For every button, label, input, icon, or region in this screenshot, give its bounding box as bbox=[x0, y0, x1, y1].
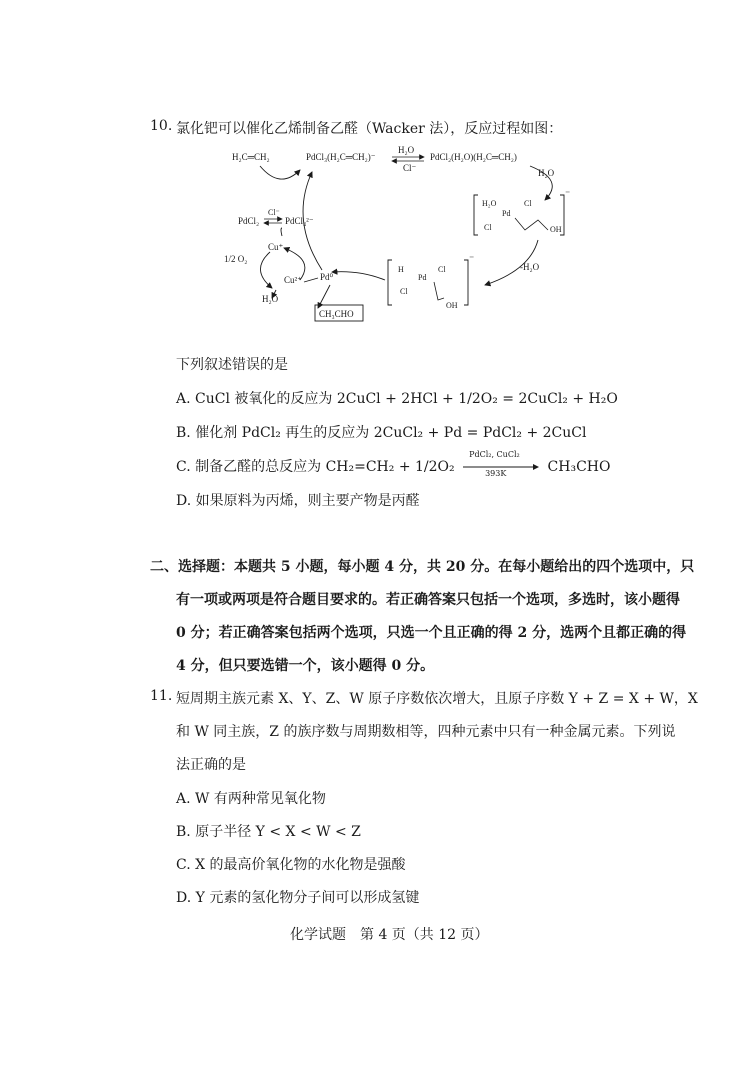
int2-oh: OH bbox=[446, 301, 458, 310]
int1-cl1: Cl bbox=[524, 199, 532, 208]
option-letter: A. bbox=[176, 391, 191, 407]
product-label: CH₃CHO bbox=[319, 309, 354, 319]
q11-line2: 和 W 同主族，Z 的族序数与周期数相等，四种元素中只有一种金属元素。下列说 bbox=[176, 724, 676, 740]
option-text: Y 元素的氢化物分子间可以形成氢键 bbox=[195, 890, 420, 906]
reaction-arrow bbox=[463, 450, 539, 478]
q10-option-b bbox=[176, 422, 586, 442]
option-text: X 的最高价氧化物的水化物是强酸 bbox=[195, 857, 406, 873]
cl-minus2-label: Cl⁻ bbox=[268, 208, 280, 217]
section2-line1: 二、选择题：本题共 5 小题，每小题 4 分，共 20 分。在每小题给出的四个选项中，只 bbox=[150, 559, 695, 575]
option-letter: B. bbox=[176, 425, 191, 441]
pdcl2-label: PdCl₂ bbox=[238, 216, 260, 226]
option-text: 催化剂 PdCl₂ 再生的反应为 2CuCl₂ + Pd = PdCl₂ + 2CuCl bbox=[195, 425, 587, 441]
h2o-bottom-label: H₂O bbox=[262, 294, 279, 304]
ethylene-label: H₂C═CH₂ bbox=[232, 152, 270, 162]
option-letter: D. bbox=[176, 890, 192, 906]
int2-cl1: Cl bbox=[438, 265, 446, 274]
int1-pd: Pd bbox=[502, 209, 511, 218]
q10-option-d bbox=[176, 490, 420, 510]
pd0-label: Pd⁰ bbox=[320, 272, 334, 282]
option-text: 如果原料为丙烯，则主要产物是丙醛 bbox=[195, 493, 420, 509]
q11-option-b bbox=[176, 821, 361, 841]
int1-oh: OH bbox=[550, 225, 562, 234]
q10-stem: 氯化钯可以催化乙烯制备乙醛（Wacker 法），反应过程如图： bbox=[176, 121, 563, 137]
section2-line2: 有一项或两项是符合题目要求的。若正确答案只包括一个选项，多选时，该小题得 bbox=[176, 592, 680, 608]
option-letter: C. bbox=[176, 459, 191, 475]
cl-minus-label: Cl⁻ bbox=[403, 163, 417, 173]
section2-line4: 4 分，但只要选错一个，该小题得 0 分。 bbox=[176, 658, 435, 674]
cu-plus-label: Cu⁺ bbox=[268, 242, 284, 252]
minus-h2o-label: -H₂O bbox=[520, 262, 540, 272]
option-text: CuCl 被氧化的反应为 2CuCl + 2HCl + 1/2O₂ = 2CuCl₂ + H₂O bbox=[195, 391, 618, 407]
q11-number: 11. bbox=[150, 688, 173, 704]
int1-h2o: H₂O bbox=[482, 199, 497, 208]
int1-charge: ⁻ bbox=[565, 189, 571, 200]
int2-pd: Pd bbox=[418, 273, 427, 282]
wacker-cycle-diagram bbox=[220, 140, 580, 330]
pd-complex1-label: PdCl₃(H₂C═CH₂)⁻ bbox=[306, 152, 376, 162]
section2-line3: 0 分；若正确答案包括两个选项，只选一个且正确的得 2 分，选两个且都正确的得 bbox=[176, 625, 687, 641]
half-o2-label: 1/2 O₂ bbox=[224, 254, 248, 264]
h2o-right-label: H₂O bbox=[538, 168, 555, 178]
option-text-after: CH₃CHO bbox=[547, 459, 611, 475]
q11-line1: 短周期主族元素 X、Y、Z、W 原子序数依次增大，且原子序数 Y + Z = X + W，X bbox=[176, 691, 698, 707]
q10-number: 10. bbox=[150, 118, 173, 134]
q11-option-c bbox=[176, 854, 406, 874]
int2-h: H bbox=[398, 265, 404, 274]
option-text: 制备乙醛的总反应为 CH₂=CH₂ + 1/2O₂ bbox=[195, 459, 455, 475]
option-letter: D. bbox=[176, 493, 192, 509]
int2-charge: ⁻ bbox=[469, 254, 475, 265]
q11-option-d bbox=[176, 887, 419, 907]
h2o-top-label: H₂O bbox=[398, 145, 415, 155]
q10-prompt: 下列叙述错误的是 bbox=[176, 357, 288, 373]
option-text: W 有两种常见氧化物 bbox=[195, 791, 326, 807]
q10-option-c bbox=[176, 450, 611, 478]
option-text: 原子半径 Y < X < W < Z bbox=[195, 824, 361, 840]
pd-complex2-label: PdCl₂(H₂O)(H₂C═CH₂) bbox=[430, 152, 517, 162]
option-letter: B. bbox=[176, 824, 191, 840]
q11-option-a bbox=[176, 788, 326, 808]
page-footer: 化学试题 第 4 页（共 12 页） bbox=[290, 927, 489, 943]
option-letter: C. bbox=[176, 857, 191, 873]
arrow-conditions-bottom: 393K bbox=[485, 469, 507, 478]
q10-option-a bbox=[176, 388, 618, 408]
q11-line3: 法正确的是 bbox=[176, 757, 246, 773]
int2-cl2: Cl bbox=[400, 287, 408, 296]
arrow-conditions-top: PdCl₂, CuCl₂ bbox=[469, 450, 520, 459]
pdcl4-label: PdCl₄²⁻ bbox=[285, 216, 314, 226]
cu2-plus-label: Cu²⁺ bbox=[284, 275, 302, 285]
int1-cl2: Cl bbox=[484, 223, 492, 232]
option-letter: A. bbox=[176, 791, 191, 807]
